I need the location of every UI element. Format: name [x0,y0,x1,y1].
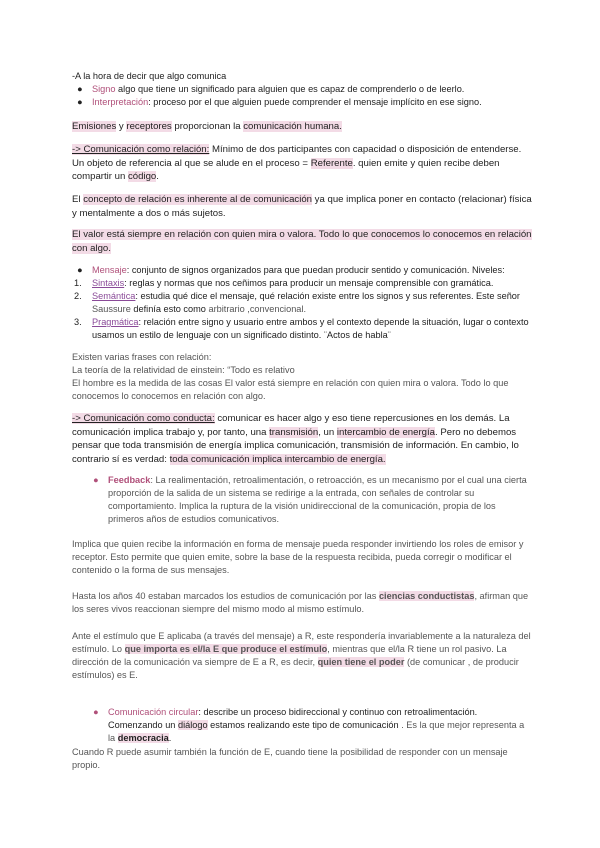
highlight-transmision: transmisión [269,426,319,438]
term-sintaxis: Sintaxis [92,278,125,288]
signo-definition: algo que tiene un significado para alguien que es capaz de comprenderlo o de leerlo. [115,84,465,94]
term-semantica: Semántica [92,291,136,301]
highlight-final: toda comunicación implica intercambio de energía. [169,453,386,465]
highlight-intercambio: intercambio de energía [336,426,436,438]
highlight-poder: quien tiene el poder [317,657,405,667]
text-span: . quien emite y quien recibe deben compartir un [72,157,500,182]
text-span: , mientras que el/la R tiene un rol pasivo. La dirección de la comunicación va siempre de E a R, es decir, [72,644,507,667]
term-interpretacion: Interpretación [92,97,149,107]
fases-line-1: Existen varias frases con relación: [72,352,212,362]
highlight-concepto: concepto de relación es inherente al de comunicación [83,194,313,205]
highlight-referente: Referente [310,157,353,169]
list-item-feedback [93,474,532,526]
term-circular: Comunicación circular [108,707,199,717]
list-item-pragmatica [74,316,532,342]
sintaxis-definition: : reglas y normas que nos ceñimos para producir un mensaje comprensible con gramática. [124,278,494,288]
bullet-icon: ● [77,97,83,107]
text-span: estamos realizando este tipo de comunicación [207,720,399,730]
interpretacion-definition: : proceso por el que alguien puede comprender el mensaje implícito en ese signo. [148,97,482,107]
fases-line-3: El hombre es la medida de las cosas El valor está siempre en relación con quien mira o valora. Todo lo que conocemos lo conocemos en relación con algo. [72,378,509,401]
list-item-sintaxis [74,277,532,290]
conducta-paragraph [72,412,532,466]
list-item-signo [77,83,532,96]
highlight-receptores: receptores [126,121,172,132]
valor-paragraph [72,228,532,255]
highlight-comunicacion-humana: comunicación humana. [243,121,342,132]
highlight-codigo: código [127,171,157,182]
relacion-heading: -> Comunicación como relación: [72,144,210,155]
list-number: 1. [74,278,82,288]
emisiones-paragraph [72,120,532,133]
arbitrario-text: arbitrario ,convencional. [208,304,307,314]
text-span: Ante el estímulo que E aplicaba (a través del mensaje) a R, este respondería invariablemente a la naturaleza del estímulo. Lo [72,631,531,654]
highlight-emisiones: Emisiones [72,121,117,132]
list-item-mensaje [77,264,532,277]
text-span: , afirman que los seres vivos reaccionan siempre del mismo modo al mismo estímulo. [72,591,529,614]
text-span: . Pero no debemos pensar que toda transmisión de energía implica comunicación, transmisión de información. En cambio, lo contrario sí es verdad: [72,426,519,465]
text-span: . Es la que mejor representa a la [108,720,525,743]
list-number: 3. [74,317,82,327]
list-item-semantica [74,290,532,316]
fases-line-2: La teoría de la relatividad de einstein: “Todo es relativo [72,365,295,375]
bullet-icon: ● [77,84,83,94]
saussure-name: Saussure [92,304,131,314]
intro-line: -A la hora de decir que algo comunica [72,71,227,81]
term-feedback: Feedback [108,475,151,485]
list-item-interpretacion [77,96,532,109]
pragmatica-definition: : relación entre signo y usuario entre ambos y el contexto depende la situación, lugar o contexto usamos un estilo de lenguaje con un significado distinto. ¨Actos de habla¨ [92,317,529,340]
text-span: comunicar es hacer algo y eso tiene repercusiones en los demás. La comunicación implica trabajo y, por tanto, una [72,413,510,438]
concepto-paragraph [72,193,532,220]
text-span: El [72,194,84,205]
text-span: . [156,171,159,182]
text-span: y [116,121,127,132]
relacion-paragraph [72,143,532,184]
implica-paragraph: Implica que quien recibe la información en forma de mensaje pueda responder invirtiendo los roles de emisor y receptor. Esto permite que quien emite, sobre la base de la respuesta recibida, pueda corregir o modificar el contenido o la forma de sus mensajes. [72,539,524,575]
bullet-icon: ● [93,475,99,485]
conducta-heading: -> Comunicación como conducta: [72,413,215,424]
list-item-circular [93,706,532,745]
mensaje-definition: : conjunto de signos organizados para que puedan producir sentido y comunicación. Niveles: [126,265,505,275]
text-span: (de comunicar , de producir estímulos) es E. [72,657,519,680]
term-pragmatica: Pragmática [92,317,139,327]
term-mensaje: Mensaje [92,265,127,275]
estimulo-paragraph [72,630,532,682]
cuando-paragraph: Cuando R puede asumir también la función de E, cuando tiene la posibilidad de responder con un mensaje propio. [72,747,508,770]
text-span: definía esto como [130,304,209,314]
text-span: ya que implica poner en contacto (relacionar) física y mentalmente a dos o más sujetos. [72,194,532,219]
highlight-dialogo: diálogo [177,720,208,730]
feedback-definition: : La realimentación, retroalimentación, o retroacción, es un mecanismo por el cual una cierta proporción de la salida de un sistema se redirige a la entrada, con señales de controlar su comportamiento. Implica la ruptura de la visión unidireccional de la comunicación, propia de los primeros años de estudios comunicativos. [108,475,527,524]
text-span: proporcionan la [171,121,244,132]
highlight-democracia: democracia [117,733,169,743]
term-signo: Signo [92,84,116,94]
highlight-ciencias-conductistas: ciencias conductistas [378,591,475,601]
highlight-que-importa: que importa es el/la E que produce el estímulo [124,644,328,654]
text-span: , un [318,426,337,438]
text-span: : describe un proceso bidireccional y continuo con retroalimentación. Comenzando un [108,707,478,730]
semantica-definition: : estudia qué dice el mensaje, qué relación existe entre los signos y sus referentes. Este señor [135,291,520,301]
bullet-icon: ● [77,265,83,275]
highlight-valor: El valor está siempre en relación con quien mira o valora. Todo lo que conocemos lo conocemos en relación con algo. [72,229,532,254]
text-span: Mínimo de dos participantes con capacidad o disposición de entenderse. Un objeto de referencia al que se alude en el proceso = [72,144,522,169]
text-span: . [168,733,172,743]
text-span: Hasta los años 40 estaban marcados los estudios de comunicación por las [72,591,379,601]
anos40-paragraph [72,590,532,616]
list-number: 2. [74,291,82,301]
bullet-icon: ● [93,707,99,717]
